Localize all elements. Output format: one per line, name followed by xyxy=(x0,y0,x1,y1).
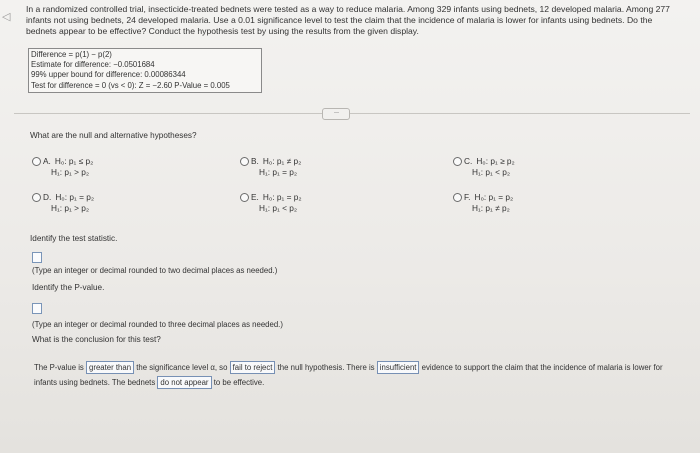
conclusion-sentence: The P-value is greater than the significance level α, so fail to reject the null hypothesis. There is insufficient evidence to support the claim that the incidence of malaria is lower for infants using bednets. The bednets do not appear to be effective. xyxy=(34,363,663,387)
radio-button[interactable] xyxy=(453,193,462,202)
decision-dropdown[interactable]: fail to reject xyxy=(230,361,276,374)
test-statistic-input[interactable] xyxy=(32,252,42,263)
option-f[interactable]: F. H₀: p₁ = p₂ H₁: p₁ ≠ p₂ xyxy=(453,191,513,215)
test-statistic-hint: (Type an integer or decimal rounded to two decimal places as needed.) xyxy=(32,266,278,275)
effectiveness-dropdown[interactable]: do not appear xyxy=(157,376,211,389)
p-value-input[interactable] xyxy=(32,303,42,314)
statistics-output-display xyxy=(28,48,262,93)
p-value-prompt: Identify the P-value. xyxy=(32,283,105,292)
radio-button[interactable] xyxy=(32,157,41,166)
output-line: Difference = p(1) − p(2) xyxy=(31,50,112,59)
option-d[interactable]: D. H₀: p₁ = p₂ H₁: p₁ > p₂ xyxy=(32,191,94,215)
evidence-dropdown[interactable]: insufficient xyxy=(377,361,420,374)
radio-button[interactable] xyxy=(453,157,462,166)
output-line: 99% upper bound for difference: 0.00086344 xyxy=(31,70,186,80)
comparison-dropdown[interactable]: greater than xyxy=(86,361,134,374)
option-e[interactable]: E. H₀: p₁ = p₂ H₁: p₁ < p₂ xyxy=(240,191,302,215)
option-c[interactable]: C. H₀: p₁ ≥ p₂ H₁: p₁ < p₂ xyxy=(453,155,515,179)
output-line: Test for difference = 0 (vs < 0): Z = −2.60 P-Value = 0.005 xyxy=(31,80,230,90)
radio-button[interactable] xyxy=(240,157,249,166)
question-text: In a randomized controlled trial, insecticide-treated bednets were tested as a way to reduce malaria. Among 329 infants using bednets, 12 developed malaria. Among 277 infants not using bednets, 24 developed malaria. Use a 0.01 significance level to test the claim that the incidence of malaria is lower for infants using bednets. Do the bednets appear to be effective? Conduct the hypothesis test by using the results from the given display. xyxy=(26,4,670,36)
radio-button[interactable] xyxy=(240,193,249,202)
section-divider xyxy=(14,113,690,114)
output-line: Estimate for difference: −0.0501684 xyxy=(31,60,155,70)
radio-button[interactable] xyxy=(32,193,41,202)
arrow-left-icon: ◁ xyxy=(2,11,11,23)
p-value-hint: (Type an integer or decimal rounded to three decimal places as needed.) xyxy=(32,320,283,329)
test-statistic-prompt: Identify the test statistic. xyxy=(30,234,118,243)
option-b[interactable]: B. H₀: p₁ ≠ p₂ H₁: p₁ = p₂ xyxy=(240,155,301,179)
option-a[interactable]: A. H₀: p₁ ≤ p₂ H₁: p₁ > p₂ xyxy=(32,155,93,179)
expand-button[interactable]: ····· xyxy=(322,108,350,120)
conclusion-prompt: What is the conclusion for this test? xyxy=(32,335,161,344)
hypotheses-prompt: What are the null and alternative hypotheses? xyxy=(30,131,197,140)
